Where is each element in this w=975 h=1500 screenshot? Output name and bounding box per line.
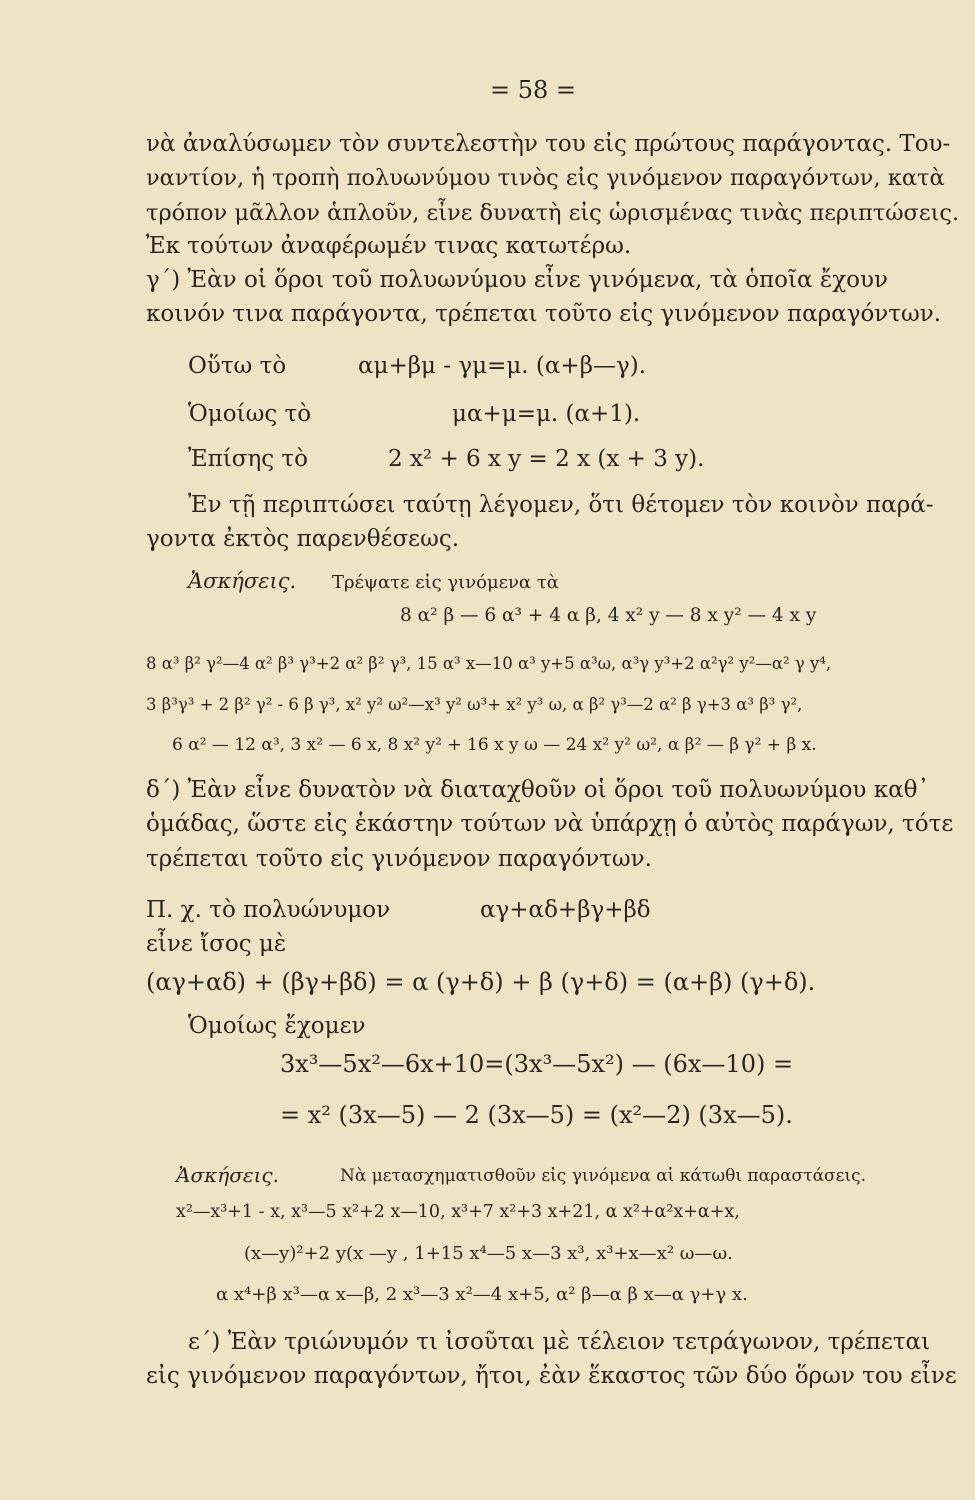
text-line: δ΄) Ἐὰν εἶνε δυνατὸν νὰ διαταχθοῦν οἱ ὅροι τοῦ πολυωνύμου καθ᾽ — [146, 777, 929, 803]
exercise-line: 8 α² β — 6 α³ + 4 α β, 4 x² y — 8 x y² — 4 x y — [400, 605, 817, 626]
text-line: τρόπον μᾶλλον ἁπλοῦν, εἶνε δυνατὴ εἰς ὡρισμένας τινὰς περιπτώσεις. — [146, 200, 960, 226]
exercise-line: α x⁴+β x³—α x—β, 2 x³—3 x²—4 x+5, α² β—α β x—α γ+γ x. — [216, 1284, 748, 1305]
text-line: κοινόν τινα παράγοντα, τρέπεται τοῦτο εἰς γινόμενον παραγόντων. — [146, 301, 942, 327]
text-line: ναντίον, ἡ τροπὴ πολυωνύμου τινὸς εἰς γινόμενον παραγόντων, κατὰ — [146, 165, 945, 191]
text-line: γ΄) Ἐὰν οἱ ὅροι τοῦ πολυωνύμου εἶνε γινόμενα, τὰ ὁποῖα ἔχουν — [146, 267, 888, 293]
exercises-heading: Ἀσκήσεις. — [188, 569, 297, 593]
exercise-line: x²—x³+1 - x, x³—5 x²+2 x—10, x³+7 x²+3 x+21, α x²+α²x+α+x, — [176, 1202, 740, 1222]
text-line: γοντα ἐκτὸς παρενθέσεως. — [146, 526, 460, 552]
exercise-line: (x—y)²+2 y(x —y , 1+15 x⁴—5 x—3 x³, x³+x—x² ω—ω. — [244, 1243, 733, 1264]
example-label: Ὁμοίως τὸ — [188, 401, 312, 427]
formula: μα+μ=μ. (α+1). — [452, 401, 641, 427]
text-line: Ὁμοίως ἔχομεν — [188, 1013, 366, 1039]
text-line: ὁμάδας, ὥστε εἰς ἑκάστην τούτων νὰ ὑπάρχῃ ὁ αὐτὸς παράγων, τότε — [146, 811, 954, 837]
text-line: εἶνε ἴσος μὲ — [146, 931, 287, 957]
text-line: Ἐν τῇ περιπτώσει ταύτῃ λέγομεν, ὅτι θέτομεν τὸν κοινὸν παρά- — [188, 492, 934, 518]
exercise-line: 8 α³ β² γ²—4 α² β³ γ³+2 α² β² γ³, 15 α³ x—10 α³ y+5 α³ω, α³γ y³+2 α²γ² y²—α² γ y⁴, — [146, 654, 832, 673]
formula: (αγ+αδ) + (βγ+βδ) = α (γ+δ) + β (γ+δ) = (α+β) (γ+δ). — [146, 968, 816, 996]
text-line: ε΄) Ἐὰν τριώνυμόν τι ἰσοῦται μὲ τέλειον τετράγωνον, τρέπεται — [188, 1329, 931, 1355]
example-label: Ἐπίσης τὸ — [188, 446, 308, 472]
exercise-line: 3 β³γ³ + 2 β² γ² - 6 β γ³, x² y² ω²—x³ y² ω³+ x² y³ ω, α β² γ³—2 α² β γ+3 α³ β³ γ², — [146, 695, 803, 714]
exercise-instruction: Νὰ μετασχηματισθοῦν εἰς γινόμενα αἱ κάτωθι παραστάσεις. — [340, 1166, 867, 1186]
example-label: Π. χ. τὸ πολυώνυμον — [146, 897, 391, 923]
formula: 2 x² + 6 x y = 2 x (x + 3 y). — [388, 446, 705, 472]
text-line: Ἐκ τούτων ἀναφέρωμέν τινας κατωτέρω. — [146, 233, 632, 259]
formula: αγ+αδ+βγ+βδ — [480, 897, 651, 923]
page-number: = 58 = — [490, 76, 577, 104]
formula: αμ+βμ - γμ=μ. (α+β—γ). — [358, 353, 647, 379]
example-label: Οὕτω τὸ — [188, 353, 287, 379]
text-line: τρέπεται τοῦτο εἰς γινόμενον παραγόντων. — [146, 846, 652, 872]
text-line: εἰς γινόμενον παραγόντων, ἤτοι, ἐὰν ἕκαστος τῶν δύο ὅρων του εἶνε — [146, 1363, 957, 1389]
formula: = x² (3x—5) — 2 (3x—5) = (x²—2) (3x—5). — [280, 1101, 793, 1129]
exercises-heading: Ἀσκήσεις. — [176, 1163, 279, 1187]
text-line: νὰ ἀναλύσωμεν τὸν συντελεστὴν του εἰς πρώτους παράγοντας. Του- — [146, 131, 951, 157]
formula: 3x³—5x²—6x+10=(3x³—5x²) — (6x—10) = — [280, 1050, 794, 1078]
exercise-instruction: Τρέψατε εἰς γινόμενα τὰ — [332, 572, 559, 593]
exercise-line: 6 α² — 12 α³, 3 x² — 6 x, 8 x² y² + 16 x y ω — 24 x² y² ω², α β² — β γ² + β x. — [172, 735, 817, 755]
